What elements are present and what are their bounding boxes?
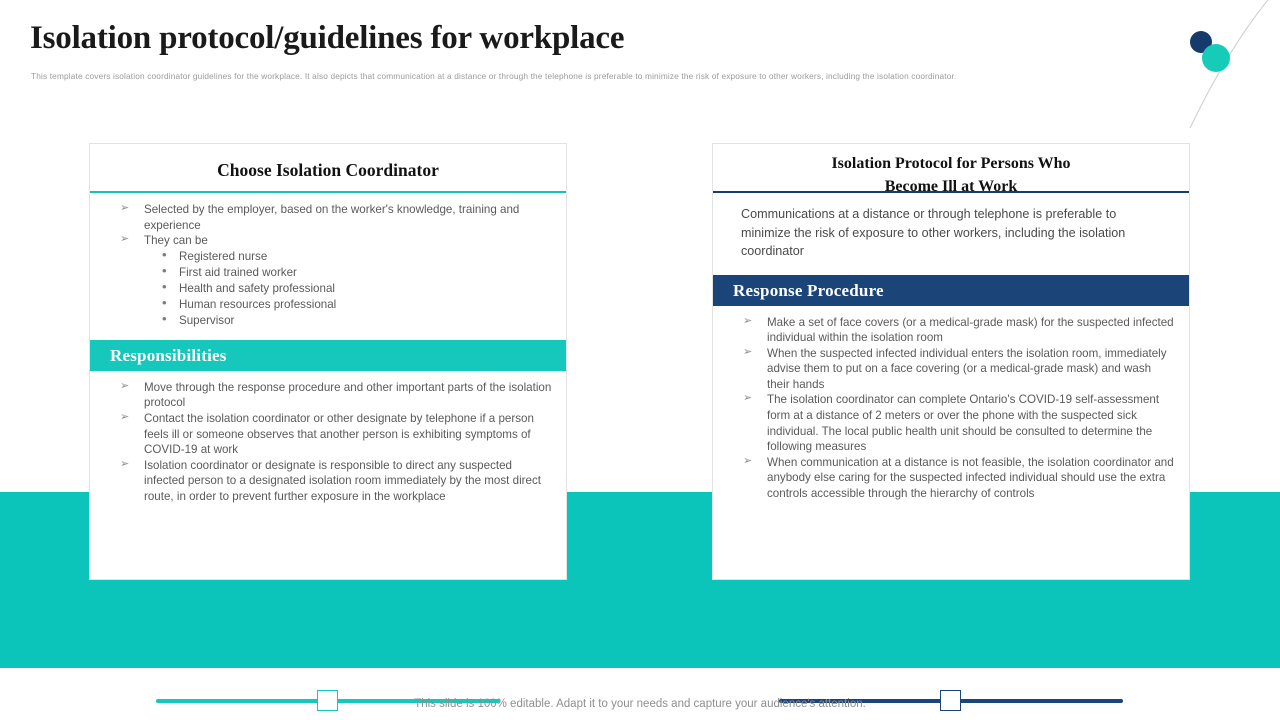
- list-item-text: Health and safety professional: [179, 281, 335, 295]
- list-item-text: Move through the response procedure and other important parts of the isolation protocol: [144, 380, 552, 410]
- list-item: [743, 392, 1175, 454]
- right-card-heading: [713, 144, 1189, 193]
- list-item-text: Supervisor: [179, 313, 235, 327]
- list-item-text: Selected by the employer, based on the worker's knowledge, training and experience: [144, 203, 520, 232]
- dot-bullet-icon: •: [162, 246, 167, 262]
- list-item: [120, 380, 552, 411]
- arrow-bullet-icon: ➢: [743, 345, 753, 358]
- left-card-bullet-list: [90, 193, 566, 329]
- navy-dot-icon: [1190, 31, 1212, 53]
- decorative-corner-graphic: [1160, 0, 1280, 130]
- list-item: [120, 458, 552, 505]
- dot-bullet-icon: •: [162, 310, 167, 326]
- arrow-bullet-icon: ➢: [120, 410, 130, 423]
- teal-dot-icon: [1202, 44, 1230, 72]
- response-procedure-section-header: Response Procedure: [713, 275, 1189, 306]
- list-item: [743, 455, 1175, 502]
- list-item-text: Registered nurse: [179, 249, 268, 263]
- list-item: [162, 246, 552, 265]
- list-item: [162, 262, 552, 281]
- arrow-bullet-icon: ➢: [743, 392, 753, 405]
- dot-bullet-icon: •: [162, 262, 167, 278]
- list-item: [120, 233, 552, 329]
- responsibilities-bullet-list: [90, 371, 566, 505]
- response-procedure-bullet-list: [713, 306, 1189, 502]
- arrow-bullet-icon: ➢: [120, 202, 130, 214]
- right-card-heading-line2: Become Ill at Work: [884, 178, 1018, 195]
- right-card-heading-line1: Isolation Protocol for Persons Who: [831, 155, 1071, 172]
- right-card-intro-text: Communications at a distance or through telephone is preferable to minimize the risk of exposure to other workers, including the isolation coordinator: [741, 207, 1126, 258]
- coordinator-role-sublist: [144, 246, 552, 329]
- list-item-text: When the suspected infected individual enters the isolation room, immediately advise them to put on a face covering (or a medical-grade mask) and wash their hands: [767, 346, 1167, 391]
- list-item: [743, 315, 1175, 346]
- footer-note: This slide is 100% editable. Adapt it to your needs and capture your audience's attention.: [414, 698, 866, 710]
- arrow-bullet-icon: ➢: [743, 314, 753, 327]
- curve-line-icon: [1190, 0, 1272, 128]
- list-item-text: They can be: [144, 234, 208, 248]
- arrow-bullet-icon: ➢: [120, 233, 130, 246]
- list-item-text: Make a set of face covers (or a medical-grade mask) for the suspected infected individual within the isolation room: [767, 315, 1174, 345]
- list-item-text: The isolation coordinator can complete Ontario's COVID-19 self-assessment form at a distance of 2 meters or over the phone with the suspected sick individual. The local public health unit should be consulted to determine the following measures: [767, 393, 1160, 454]
- dot-bullet-icon: •: [162, 294, 167, 310]
- list-item: [162, 278, 552, 297]
- arrow-bullet-icon: ➢: [120, 379, 130, 392]
- list-item: [162, 310, 552, 329]
- responsibilities-section-header: Responsibilities: [90, 340, 566, 371]
- list-item: [120, 411, 552, 458]
- list-item-text: Human resources professional: [179, 297, 337, 311]
- list-item-text: First aid trained worker: [179, 265, 297, 279]
- list-item-text: Isolation coordinator or designate is responsible to direct any suspected infected person to a designated isolation room immediately by the most direct route, in order to prevent further exposure in the workplace: [144, 458, 541, 503]
- arrow-bullet-icon: ➢: [120, 457, 130, 470]
- list-item: [743, 346, 1175, 393]
- dot-bullet-icon: •: [162, 278, 167, 294]
- page-title: Isolation protocol/guidelines for workplace: [30, 20, 625, 56]
- list-item-text: When communication at a distance is not feasible, the isolation coordinator and anybody else caring for the suspected infected individual should use the extra controls accessible through the hierarchy of controls: [767, 455, 1174, 501]
- page-subtitle: This template covers isolation coordinator guidelines for the workplace. It also depicts that communication at a distance or through the telephone is preferable to minimize the risk of exposure to other workers, including the isolation coordinator.: [31, 71, 957, 81]
- list-item-text: Contact the isolation coordinator or other designate by telephone if a person feels ill or someone observes that another person is exhibiting symptoms of COVID-19 at work: [144, 411, 534, 457]
- left-card-heading: Choose Isolation Coordinator: [90, 144, 566, 193]
- list-item: [120, 202, 552, 233]
- choose-isolation-coordinator-card: [89, 143, 567, 580]
- list-item: [162, 294, 552, 313]
- isolation-protocol-card: [712, 143, 1190, 580]
- arrow-bullet-icon: ➢: [743, 454, 753, 467]
